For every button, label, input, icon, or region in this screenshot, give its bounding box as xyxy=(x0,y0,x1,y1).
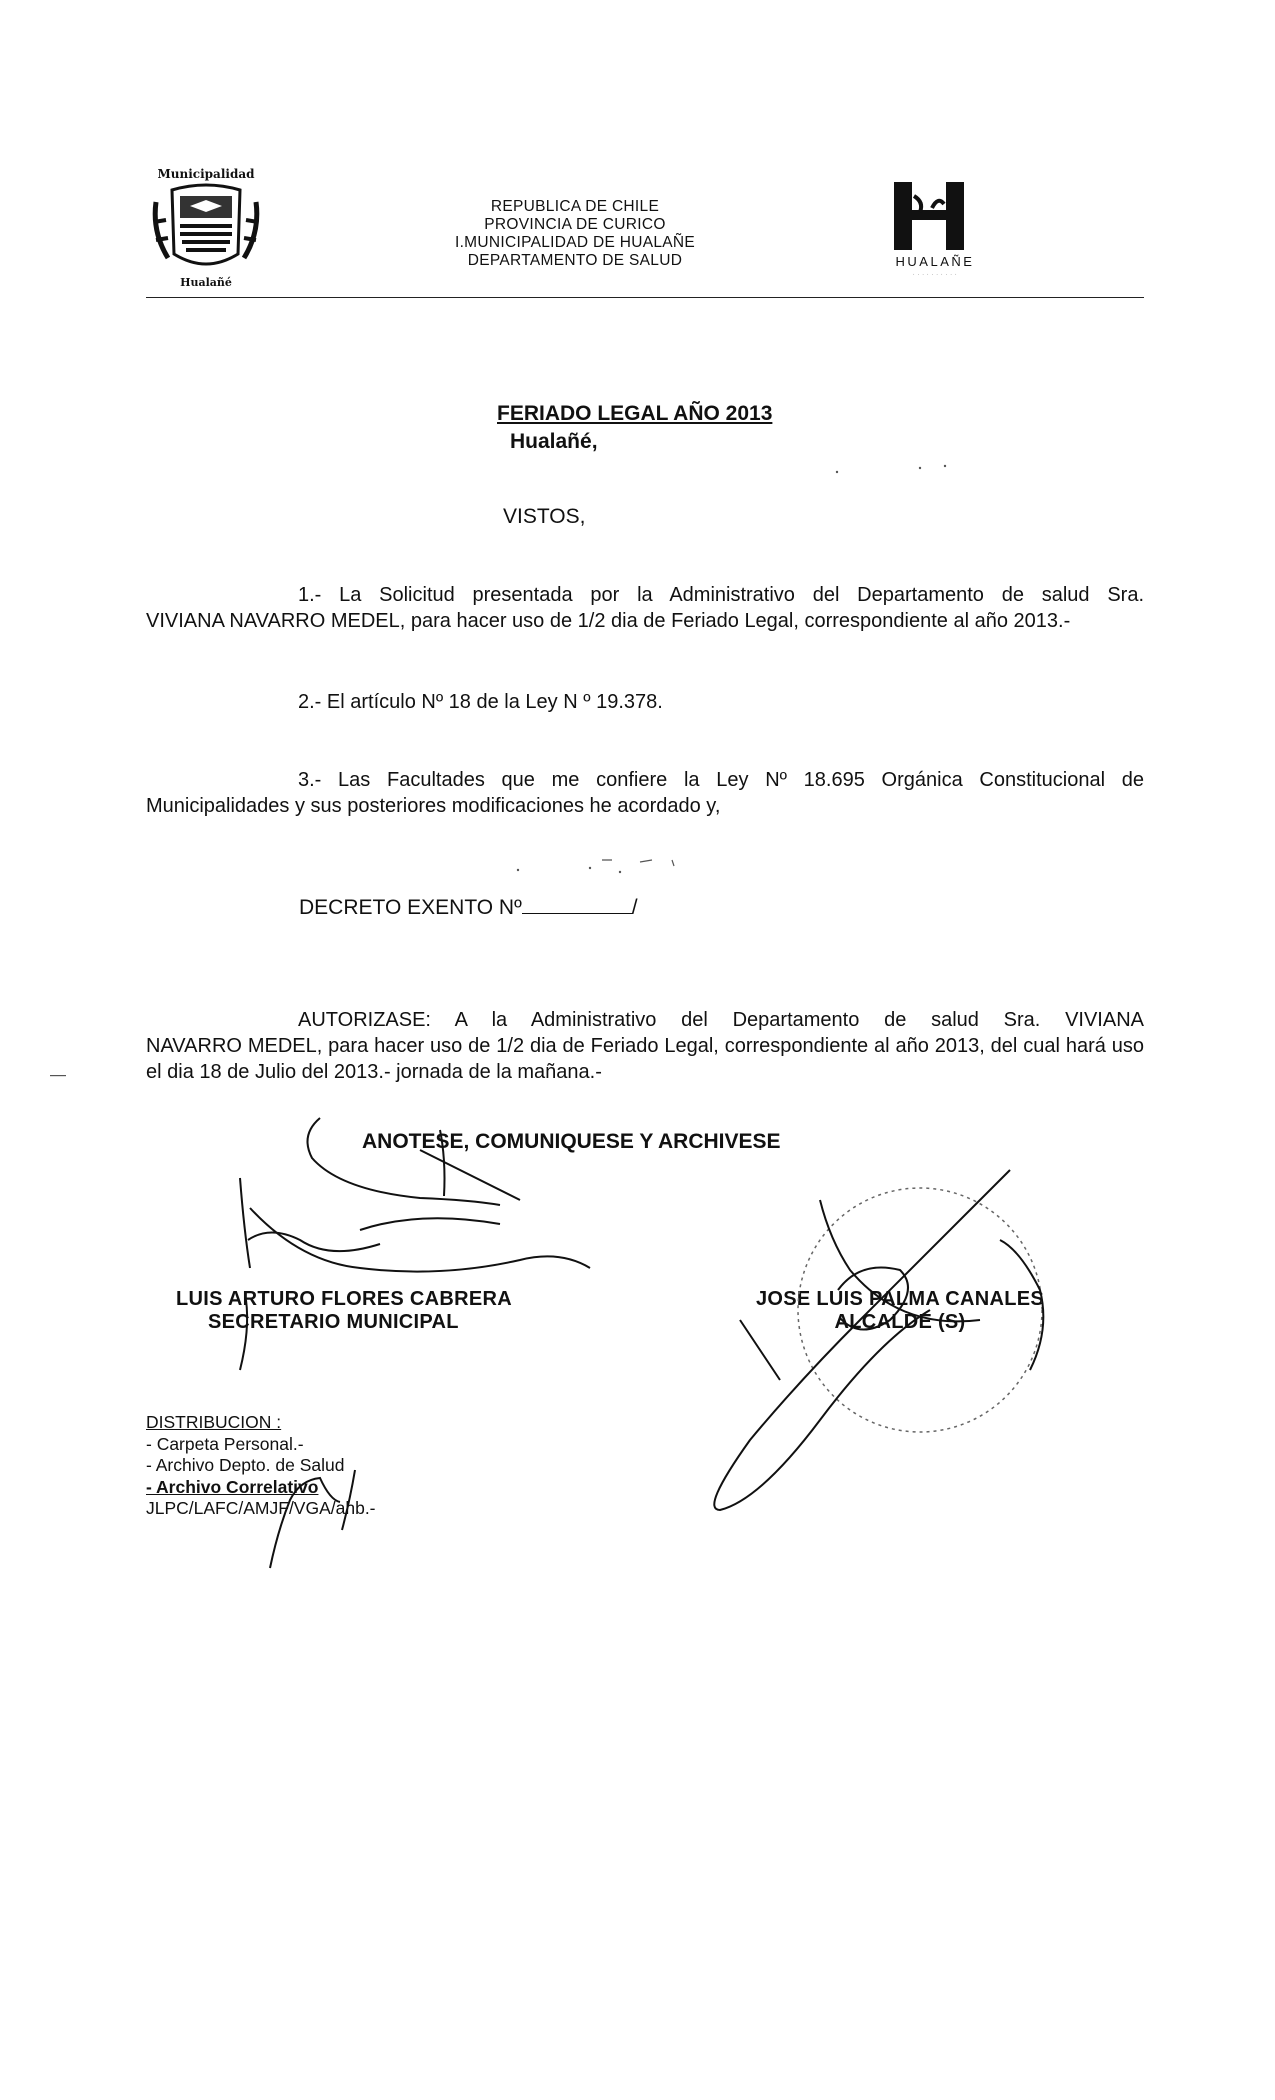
document-initials: JLPC/LAFC/AMJF/VGA/ahb.- xyxy=(146,1498,376,1518)
closing-formula: ANOTESE, COMUNIQUESE Y ARCHIVESE xyxy=(362,1130,781,1153)
logo-tagline: · · · · · · · · · · xyxy=(912,272,958,278)
place-date-line: Hualañé, xyxy=(510,430,598,453)
mayor-signature-scribble xyxy=(714,1170,1043,1510)
decree-number-blank xyxy=(522,893,632,914)
seal-bottom-text: Hualañé xyxy=(180,276,232,289)
signature-block-mayor xyxy=(740,1288,1060,1334)
considerando-1-first-line: 1.- La Solicitud presentada por la Administrativo del Departamento de salud Sra. xyxy=(298,584,1144,606)
seal-top-text: Municipalidad xyxy=(157,167,255,181)
considerando-2 xyxy=(146,689,1144,715)
considerando-3-rest: Municipalidades y sus posteriores modificaciones he acordado y, xyxy=(146,795,721,817)
considerando-3-first-line: 3.- Las Facultades que me confiere la Ley Nº 18.695 Orgánica Constitucional de xyxy=(298,769,1144,791)
authorization-paragraph xyxy=(146,1007,1144,1085)
secretary-title: SECRETARIO MUNICIPAL xyxy=(208,1311,459,1333)
distribution-item: - Carpeta Personal.- xyxy=(146,1433,304,1454)
signature-block-secretary xyxy=(176,1288,512,1334)
considerando-2-text: 2.- El artículo Nº 18 de la Ley N º 19.378. xyxy=(298,691,663,713)
mayor-name: JOSE LUIS PALMA CANALES xyxy=(755,1288,1045,1310)
secretary-name: LUIS ARTURO FLORES CABRERA xyxy=(176,1288,512,1310)
considerando-1 xyxy=(146,582,1144,634)
header-line-municipality: I.MUNICIPALIDAD DE HUALAÑE xyxy=(454,234,696,251)
distribution-heading: DISTRIBUCION : xyxy=(146,1412,282,1432)
header-divider xyxy=(146,297,1144,298)
considerando-3 xyxy=(146,767,1144,819)
decree-number-line xyxy=(299,893,638,920)
distribution-item: - Archivo Depto. de Salud xyxy=(146,1455,345,1475)
decree-suffix: / xyxy=(631,896,638,919)
vistos-heading: VISTOS, xyxy=(503,505,586,528)
municipal-seal-logo xyxy=(150,162,262,292)
header-line-department: DEPARTAMENTO DE SALUD xyxy=(467,252,683,269)
header-line-province: PROVINCIA DE CURICO xyxy=(484,216,666,233)
hualane-logo xyxy=(880,178,990,290)
decree-label: DECRETO EXENTO Nº xyxy=(299,896,522,919)
document-title: FERIADO LEGAL AÑO 2013 xyxy=(497,402,773,425)
considerando-1-rest: VIVIANA NAVARRO MEDEL, para hacer uso de 1/2 dia de Feriado Legal, correspondiente al año 2013.- xyxy=(146,610,1071,632)
mayor-title: ALCALDE (S) xyxy=(834,1311,966,1333)
header-line-republic: REPUBLICA DE CHILE xyxy=(490,198,660,215)
institution-header xyxy=(395,198,755,270)
logo-text: HUALAÑE xyxy=(895,254,975,269)
authorization-rest: NAVARRO MEDEL, para hacer uso de 1/2 dia de Feriado Legal, correspondiente al año 2013, del cual hará uso el dia 18 de Julio del 2013.- jornada de la mañana.- xyxy=(146,1035,1144,1083)
distribution-list xyxy=(146,1412,376,1520)
distribution-item-bold: - Archivo Correlativo xyxy=(146,1476,319,1497)
authorization-first-line: AUTORIZASE: A la Administrativo del Departamento de salud Sra. VIVIANA xyxy=(298,1009,1144,1031)
